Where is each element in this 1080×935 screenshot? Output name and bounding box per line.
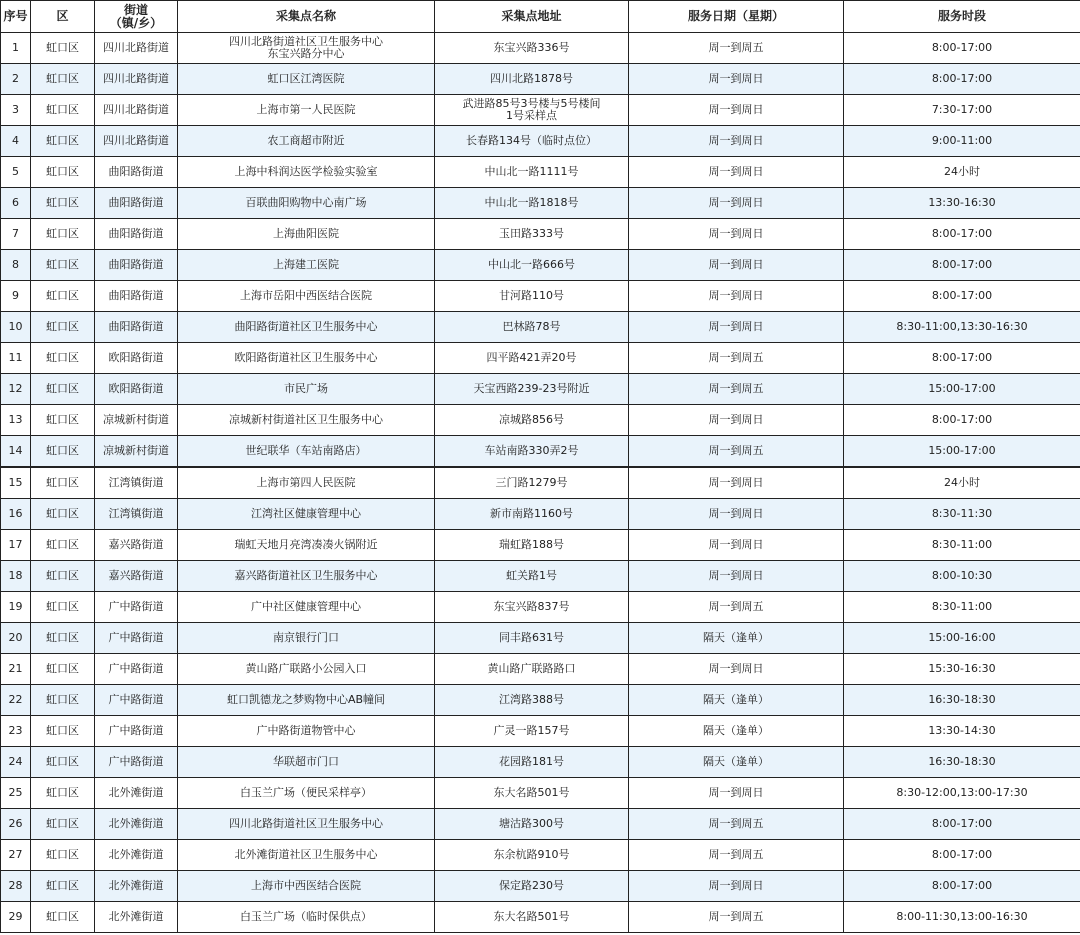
header-hours: 服务时段 — [844, 1, 1080, 33]
cell-district: 虹口区 — [31, 467, 95, 499]
cell-street: 广中路街道 — [95, 747, 178, 778]
table-row — [1, 219, 1080, 250]
cell-seq: 17 — [1, 530, 31, 561]
cell-hours: 8:00-17:00 — [844, 809, 1080, 840]
cell-street: 嘉兴路街道 — [95, 561, 178, 592]
cell-days: 周一到周日 — [629, 530, 844, 561]
cell-name: 广中路街道物管中心 — [178, 716, 435, 747]
cell-seq: 12 — [1, 374, 31, 405]
cell-seq: 6 — [1, 188, 31, 219]
cell-address: 东大名路501号 — [435, 902, 629, 933]
cell-street: 曲阳路街道 — [95, 219, 178, 250]
cell-street: 曲阳路街道 — [95, 312, 178, 343]
cell-hours: 8:00-17:00 — [844, 840, 1080, 871]
cell-district: 虹口区 — [31, 33, 95, 64]
cell-name: 华联超市门口 — [178, 747, 435, 778]
cell-seq: 7 — [1, 219, 31, 250]
cell-hours: 16:30-18:30 — [844, 747, 1080, 778]
cell-days: 周一到周日 — [629, 157, 844, 188]
cell-days: 周一到周日 — [629, 778, 844, 809]
table-row — [1, 64, 1080, 95]
cell-days: 周一到周日 — [629, 405, 844, 436]
table-row — [1, 685, 1080, 716]
cell-name: 上海建工医院 — [178, 250, 435, 281]
cell-address: 武进路85号3号楼与5号楼间 1号采样点 — [435, 95, 629, 126]
cell-days: 周一到周五 — [629, 592, 844, 623]
cell-address: 塘沽路300号 — [435, 809, 629, 840]
cell-days: 隔天（逢单） — [629, 623, 844, 654]
cell-address: 凉城路856号 — [435, 405, 629, 436]
cell-street: 北外滩街道 — [95, 840, 178, 871]
cell-name: 欧阳路街道社区卫生服务中心 — [178, 343, 435, 374]
cell-hours: 13:30-16:30 — [844, 188, 1080, 219]
cell-hours: 8:00-11:30,13:00-16:30 — [844, 902, 1080, 933]
cell-seq: 25 — [1, 778, 31, 809]
cell-name: 白玉兰广场（便民采样亭） — [178, 778, 435, 809]
header-days: 服务日期（星期） — [629, 1, 844, 33]
table-row — [1, 95, 1080, 126]
cell-hours: 7:30-17:00 — [844, 95, 1080, 126]
cell-address: 中山北一路1818号 — [435, 188, 629, 219]
table-row — [1, 747, 1080, 778]
cell-name: 南京银行门口 — [178, 623, 435, 654]
header-seq: 序号 — [1, 1, 31, 33]
cell-hours: 8:00-17:00 — [844, 281, 1080, 312]
cell-name: 市民广场 — [178, 374, 435, 405]
cell-street: 曲阳路街道 — [95, 281, 178, 312]
table-row — [1, 312, 1080, 343]
cell-district: 虹口区 — [31, 157, 95, 188]
cell-seq: 22 — [1, 685, 31, 716]
cell-hours: 8:30-12:00,13:00-17:30 — [844, 778, 1080, 809]
cell-name: 黄山路广联路小公园入口 — [178, 654, 435, 685]
cell-name: 上海市第四人民医院 — [178, 467, 435, 499]
cell-days: 隔天（逢单） — [629, 747, 844, 778]
cell-days: 周一到周日 — [629, 312, 844, 343]
cell-name: 百联曲阳购物中心南广场 — [178, 188, 435, 219]
table-row — [1, 33, 1080, 64]
cell-seq: 19 — [1, 592, 31, 623]
cell-district: 虹口区 — [31, 561, 95, 592]
cell-seq: 14 — [1, 436, 31, 468]
cell-hours: 8:30-11:30 — [844, 499, 1080, 530]
cell-days: 周一到周日 — [629, 188, 844, 219]
cell-district: 虹口区 — [31, 405, 95, 436]
cell-district: 虹口区 — [31, 219, 95, 250]
cell-hours: 15:30-16:30 — [844, 654, 1080, 685]
table-row — [1, 902, 1080, 933]
cell-name: 广中社区健康管理中心 — [178, 592, 435, 623]
table-row — [1, 623, 1080, 654]
cell-seq: 29 — [1, 902, 31, 933]
cell-name: 上海市第一人民医院 — [178, 95, 435, 126]
cell-days: 周一到周日 — [629, 561, 844, 592]
cell-street: 江湾镇街道 — [95, 467, 178, 499]
cell-street: 欧阳路街道 — [95, 374, 178, 405]
cell-seq: 1 — [1, 33, 31, 64]
cell-hours: 8:30-11:00 — [844, 530, 1080, 561]
cell-district: 虹口区 — [31, 809, 95, 840]
cell-seq: 3 — [1, 95, 31, 126]
cell-district: 虹口区 — [31, 530, 95, 561]
table-row — [1, 405, 1080, 436]
cell-street: 四川北路街道 — [95, 126, 178, 157]
table-row — [1, 126, 1080, 157]
cell-seq: 27 — [1, 840, 31, 871]
cell-days: 周一到周日 — [629, 64, 844, 95]
cell-street: 北外滩街道 — [95, 871, 178, 902]
table-row — [1, 871, 1080, 902]
cell-hours: 8:00-17:00 — [844, 343, 1080, 374]
cell-days: 周一到周日 — [629, 871, 844, 902]
cell-district: 虹口区 — [31, 126, 95, 157]
cell-address: 东余杭路910号 — [435, 840, 629, 871]
cell-hours: 8:30-11:00,13:30-16:30 — [844, 312, 1080, 343]
cell-hours: 15:00-17:00 — [844, 436, 1080, 468]
table-row — [1, 281, 1080, 312]
cell-district: 虹口区 — [31, 840, 95, 871]
table-row — [1, 530, 1080, 561]
cell-address: 四川北路1878号 — [435, 64, 629, 95]
cell-name: 农工商超市附近 — [178, 126, 435, 157]
cell-district: 虹口区 — [31, 499, 95, 530]
cell-street: 广中路街道 — [95, 623, 178, 654]
cell-name: 白玉兰广场（临时保供点） — [178, 902, 435, 933]
cell-seq: 9 — [1, 281, 31, 312]
cell-days: 周一到周五 — [629, 436, 844, 468]
cell-district: 虹口区 — [31, 902, 95, 933]
cell-district: 虹口区 — [31, 871, 95, 902]
cell-seq: 11 — [1, 343, 31, 374]
cell-days: 周一到周五 — [629, 809, 844, 840]
cell-street: 四川北路街道 — [95, 33, 178, 64]
cell-days: 隔天（逢单） — [629, 716, 844, 747]
table-row — [1, 436, 1080, 468]
cell-name: 北外滩街道社区卫生服务中心 — [178, 840, 435, 871]
cell-district: 虹口区 — [31, 374, 95, 405]
cell-name: 上海曲阳医院 — [178, 219, 435, 250]
cell-address: 保定路230号 — [435, 871, 629, 902]
cell-address: 甘河路110号 — [435, 281, 629, 312]
cell-seq: 24 — [1, 747, 31, 778]
cell-district: 虹口区 — [31, 592, 95, 623]
table-row — [1, 716, 1080, 747]
cell-address: 新市南路1160号 — [435, 499, 629, 530]
cell-street: 广中路街道 — [95, 654, 178, 685]
cell-street: 广中路街道 — [95, 592, 178, 623]
cell-district: 虹口区 — [31, 654, 95, 685]
cell-district: 虹口区 — [31, 778, 95, 809]
cell-street: 北外滩街道 — [95, 902, 178, 933]
cell-name: 嘉兴路街道社区卫生服务中心 — [178, 561, 435, 592]
header-street: 街道 （镇/乡） — [95, 1, 178, 33]
cell-street: 广中路街道 — [95, 685, 178, 716]
cell-street: 凉城新村街道 — [95, 405, 178, 436]
cell-address: 玉田路333号 — [435, 219, 629, 250]
cell-days: 周一到周日 — [629, 467, 844, 499]
cell-name: 上海市岳阳中西医结合医院 — [178, 281, 435, 312]
cell-name: 曲阳路街道社区卫生服务中心 — [178, 312, 435, 343]
cell-days: 周一到周五 — [629, 374, 844, 405]
cell-address: 中山北一路1111号 — [435, 157, 629, 188]
cell-district: 虹口区 — [31, 250, 95, 281]
table-row — [1, 840, 1080, 871]
cell-address: 江湾路388号 — [435, 685, 629, 716]
cell-name: 凉城新村街道社区卫生服务中心 — [178, 405, 435, 436]
table-row — [1, 809, 1080, 840]
cell-district: 虹口区 — [31, 685, 95, 716]
cell-seq: 23 — [1, 716, 31, 747]
cell-seq: 28 — [1, 871, 31, 902]
cell-hours: 24小时 — [844, 157, 1080, 188]
table-row — [1, 561, 1080, 592]
table-row — [1, 343, 1080, 374]
cell-name: 世纪联华（车站南路店） — [178, 436, 435, 468]
cell-hours: 24小时 — [844, 467, 1080, 499]
cell-hours: 8:00-10:30 — [844, 561, 1080, 592]
cell-address: 虹关路1号 — [435, 561, 629, 592]
cell-street: 曲阳路街道 — [95, 157, 178, 188]
cell-address: 黄山路广联路路口 — [435, 654, 629, 685]
cell-district: 虹口区 — [31, 312, 95, 343]
cell-name: 瑞虹天地月亮湾凑凑火锅附近 — [178, 530, 435, 561]
cell-seq: 20 — [1, 623, 31, 654]
cell-seq: 26 — [1, 809, 31, 840]
cell-days: 周一到周日 — [629, 95, 844, 126]
cell-seq: 5 — [1, 157, 31, 188]
cell-days: 周一到周日 — [629, 219, 844, 250]
cell-hours: 8:00-17:00 — [844, 64, 1080, 95]
cell-street: 曲阳路街道 — [95, 250, 178, 281]
table-row — [1, 499, 1080, 530]
table-row — [1, 250, 1080, 281]
cell-address: 长春路134号（临时点位） — [435, 126, 629, 157]
cell-address: 四平路421弄20号 — [435, 343, 629, 374]
cell-address: 东宝兴路837号 — [435, 592, 629, 623]
cell-district: 虹口区 — [31, 716, 95, 747]
cell-address: 同丰路631号 — [435, 623, 629, 654]
table-row — [1, 188, 1080, 219]
cell-hours: 8:00-17:00 — [844, 405, 1080, 436]
cell-address: 车站南路330弄2号 — [435, 436, 629, 468]
cell-district: 虹口区 — [31, 343, 95, 374]
cell-district: 虹口区 — [31, 747, 95, 778]
cell-hours: 16:30-18:30 — [844, 685, 1080, 716]
cell-seq: 13 — [1, 405, 31, 436]
table-row — [1, 157, 1080, 188]
table-row — [1, 467, 1080, 499]
cell-district: 虹口区 — [31, 623, 95, 654]
cell-days: 周一到周日 — [629, 499, 844, 530]
cell-address: 天宝西路239-23号附近 — [435, 374, 629, 405]
cell-district: 虹口区 — [31, 436, 95, 468]
cell-days: 周一到周五 — [629, 343, 844, 374]
header-row — [1, 1, 1080, 33]
cell-street: 曲阳路街道 — [95, 188, 178, 219]
cell-name: 虹口凯德龙之梦购物中心AB幢间 — [178, 685, 435, 716]
cell-district: 虹口区 — [31, 64, 95, 95]
cell-days: 周一到周五 — [629, 33, 844, 64]
cell-hours: 8:00-17:00 — [844, 871, 1080, 902]
cell-seq: 18 — [1, 561, 31, 592]
cell-name: 江湾社区健康管理中心 — [178, 499, 435, 530]
cell-days: 周一到周日 — [629, 126, 844, 157]
cell-seq: 10 — [1, 312, 31, 343]
cell-name: 上海市中西医结合医院 — [178, 871, 435, 902]
cell-district: 虹口区 — [31, 95, 95, 126]
cell-street: 四川北路街道 — [95, 64, 178, 95]
cell-street: 凉城新村街道 — [95, 436, 178, 468]
cell-street: 北外滩街道 — [95, 809, 178, 840]
cell-name: 上海中科润达医学检验实验室 — [178, 157, 435, 188]
cell-days: 周一到周五 — [629, 840, 844, 871]
cell-days: 周一到周日 — [629, 654, 844, 685]
cell-district: 虹口区 — [31, 281, 95, 312]
cell-address: 三门路1279号 — [435, 467, 629, 499]
cell-seq: 8 — [1, 250, 31, 281]
table-body — [1, 33, 1080, 933]
cell-seq: 15 — [1, 467, 31, 499]
cell-name: 虹口区江湾医院 — [178, 64, 435, 95]
header-name: 采集点名称 — [178, 1, 435, 33]
cell-address: 瑞虹路188号 — [435, 530, 629, 561]
cell-hours: 8:00-17:00 — [844, 250, 1080, 281]
cell-street: 江湾镇街道 — [95, 499, 178, 530]
header-address: 采集点地址 — [435, 1, 629, 33]
cell-address: 中山北一路666号 — [435, 250, 629, 281]
cell-address: 花园路181号 — [435, 747, 629, 778]
table-row — [1, 374, 1080, 405]
cell-days: 周一到周日 — [629, 250, 844, 281]
cell-name: 四川北路街道社区卫生服务中心 东宝兴路分中心 — [178, 33, 435, 64]
cell-address: 广灵一路157号 — [435, 716, 629, 747]
header-district: 区 — [31, 1, 95, 33]
cell-address: 巴林路78号 — [435, 312, 629, 343]
cell-street: 嘉兴路街道 — [95, 530, 178, 561]
cell-hours: 13:30-14:30 — [844, 716, 1080, 747]
cell-hours: 8:30-11:00 — [844, 592, 1080, 623]
cell-district: 虹口区 — [31, 188, 95, 219]
cell-street: 广中路街道 — [95, 716, 178, 747]
cell-street: 四川北路街道 — [95, 95, 178, 126]
cell-seq: 16 — [1, 499, 31, 530]
table-row — [1, 592, 1080, 623]
cell-address: 东大名路501号 — [435, 778, 629, 809]
cell-hours: 9:00-11:00 — [844, 126, 1080, 157]
cell-hours: 8:00-17:00 — [844, 33, 1080, 64]
cell-seq: 4 — [1, 126, 31, 157]
cell-days: 隔天（逢单） — [629, 685, 844, 716]
cell-seq: 21 — [1, 654, 31, 685]
cell-days: 周一到周五 — [629, 902, 844, 933]
cell-seq: 2 — [1, 64, 31, 95]
cell-name: 四川北路街道社区卫生服务中心 — [178, 809, 435, 840]
cell-street: 欧阳路街道 — [95, 343, 178, 374]
cell-address: 东宝兴路336号 — [435, 33, 629, 64]
cell-hours: 15:00-17:00 — [844, 374, 1080, 405]
cell-street: 北外滩街道 — [95, 778, 178, 809]
cell-days: 周一到周日 — [629, 281, 844, 312]
cell-hours: 15:00-16:00 — [844, 623, 1080, 654]
table-row — [1, 654, 1080, 685]
table-row — [1, 778, 1080, 809]
cell-hours: 8:00-17:00 — [844, 219, 1080, 250]
